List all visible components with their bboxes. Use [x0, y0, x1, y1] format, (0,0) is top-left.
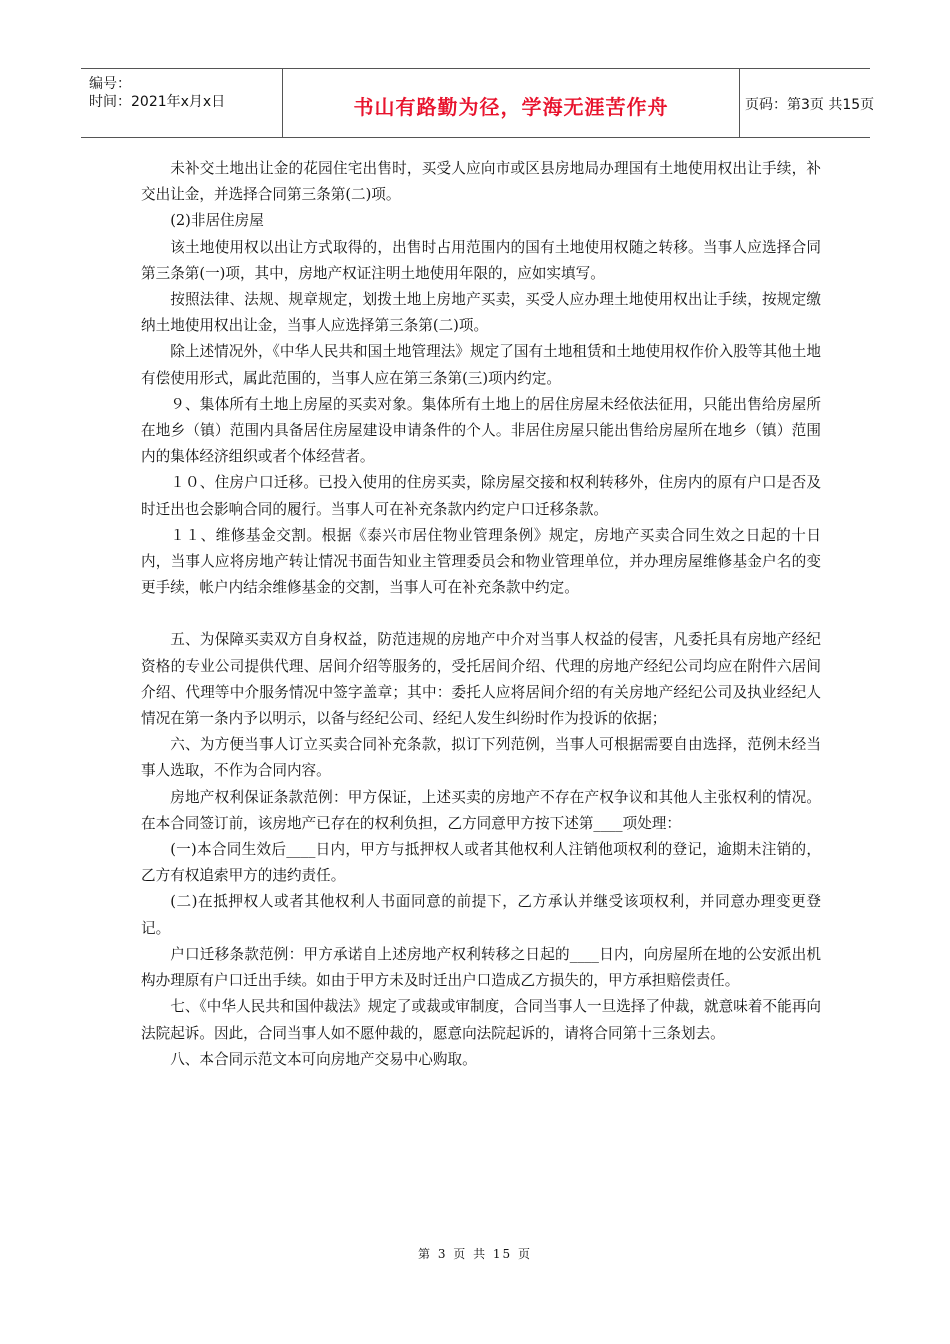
document-date-label: 时间：2021年x月x日 — [89, 94, 226, 110]
paragraph-spacer — [141, 601, 821, 627]
header-page-cell — [739, 69, 875, 137]
header-meta-cell — [81, 69, 282, 137]
paragraph: １０、住房户口迁移。已投入使用的住房买卖，除房屋交接和权利转移外，住房内的原有户口是否及时迁出也会影响合同的履行。当事人可在补充条款内约定户口迁移条款。 — [141, 474, 821, 518]
paragraph: 除上述情况外，《中华人民共和国土地管理法》规定了国有土地租赁和土地使用权作价入股等其他土地有偿使用形式，属此范围的，当事人应在第三条第(三)项内约定。 — [141, 343, 821, 387]
paragraph: (一)本合同生效后____日内，甲方与抵押权人或者其他权利人注销他项权利的登记，逾期未注销的，乙方有权追索甲方的违约责任。 — [141, 841, 821, 885]
page-header — [81, 68, 875, 138]
paragraph: 按照法律、法规、规章规定，划拨土地上房地产买卖，买受人应办理土地使用权出让手续，按规定缴纳土地使用权出让金，当事人应选择第三条第(二)项。 — [141, 291, 821, 335]
paragraph: 户口迁移条款范例：甲方承诺自上述房地产权利转移之日起的____日内，向房屋所在地的公安派出机构办理原有户口迁出手续。如由于甲方未及时迁出户口造成乙方损失的，甲方承担赔偿责任。 — [141, 945, 821, 990]
paragraph: 七、《中华人民共和国仲裁法》规定了或裁或审制度，合同当事人一旦选择了仲裁，就意味着不能再向法院起诉。因此，合同当事人如不愿仲裁的，愿意向法院起诉的，请将合同第十三条划去。 — [141, 998, 821, 1042]
document-body — [141, 156, 821, 1073]
paragraph: 未补交土地出让金的花园住宅出售时，买受人应向市或区县房地局办理国有土地使用权出让手续，补交出让金，并选择合同第三条第(二)项。 — [141, 160, 821, 204]
paragraph: 房地产权利保证条款范例：甲方保证，上述买卖的房地产不存在产权争议和其他人主张权利的情况。在本合同签订前，该房地产已存在的权利负担，乙方同意甲方按下述第____项处理： — [141, 788, 821, 832]
paragraph: １１、维修基金交割。根据《泰兴市居住物业管理条例》规定，房地产买卖合同生效之日起的十日内，当事人应将房地产转让情况书面告知业主管理委员会和物业管理单位，并办理房屋维修基金户名的变更手续，帐户内结余维修基金的交割，当事人可在补充条款中约定。 — [141, 526, 821, 597]
motto-text: 书山有路勤为径，学海无涯苦作舟 — [353, 95, 669, 119]
paragraph: (2)非居住房屋 — [170, 212, 264, 230]
document-number-label: 编号： — [89, 76, 131, 92]
header-motto-cell — [282, 69, 740, 137]
paragraph: 该土地使用权以出让方式取得的，出售时占用范围内的国有土地使用权随之转移。当事人应选择合同第三条第(一)项，其中，房地产权证注明土地使用年限的，应如实填写。 — [141, 238, 821, 282]
paragraph: 五、为保障买卖双方自身权益，防范违规的房地产中介对当事人权益的侵害，凡委托具有房地产经纪资格的专业公司提供代理、居间介绍等服务的，受托居间介绍、代理的房地产经纪公司均应在附件六居间介绍、代理等中介服务情况中签字盖章；其中：委托人应将居间介绍的有关房地产经纪公司及执业经纪人情况在第一条内予以明示，以备与经纪公司、经纪人发生纠纷时作为投诉的依据； — [141, 631, 821, 728]
page-number-label: 页码：第3页 共15页 — [745, 97, 875, 113]
paragraph: (二)在抵押权人或者其他权利人书面同意的前提下，乙方承认并继受该项权利，并同意办理变更登记。 — [141, 893, 821, 937]
paragraph: 八、本合同示范文本可向房地产交易中心购取。 — [170, 1050, 477, 1068]
paragraph: ９、集体所有土地上房屋的买卖对象。集体所有土地上的居住房屋未经依法征用，只能出售给房屋所在地乡（镇）范围内具备居住房屋建设申请条件的个人。非居住房屋只能出售给房屋所在地乡（镇）范围内的集体经济组织或者个体经营者。 — [141, 395, 821, 466]
page-footer: 第 3 页 共 15 页 — [418, 1247, 532, 1261]
paragraph: 六、为方便当事人订立买卖合同补充条款，拟订下列范例，当事人可根据需要自由选择，范例未经当事人选取，不作为合同内容。 — [141, 736, 821, 780]
